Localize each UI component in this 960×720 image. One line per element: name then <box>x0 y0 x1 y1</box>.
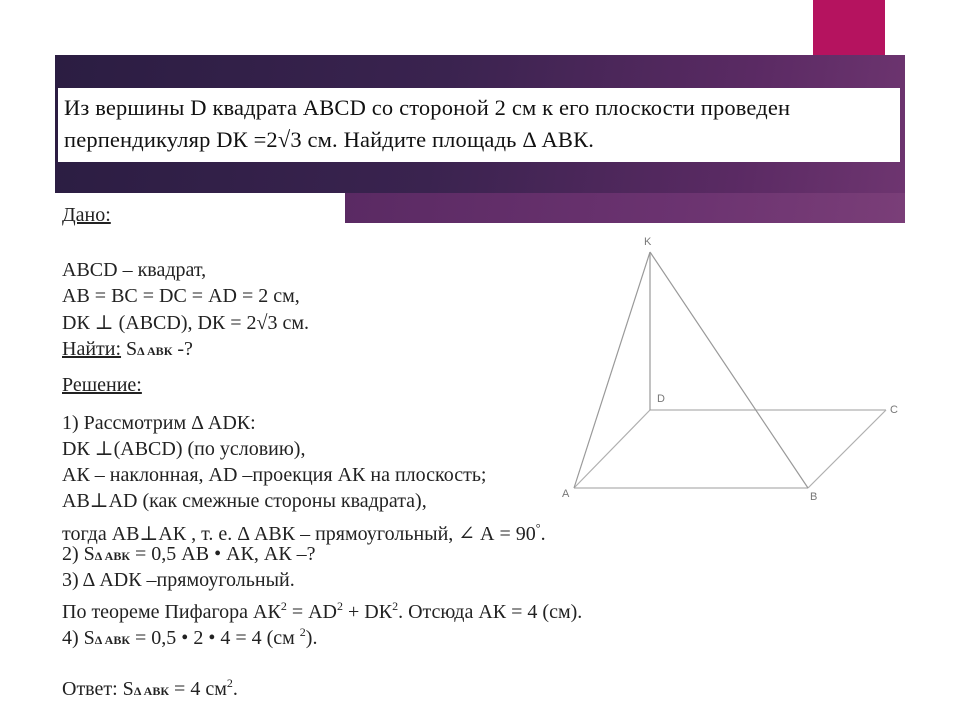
title-banner-lower <box>345 193 905 223</box>
answer-line <box>62 670 238 704</box>
s8-sup2: 2 <box>337 599 343 613</box>
given-heading: Дано: <box>62 204 111 226</box>
s5-text: тогда АВ⊥АК , т. е. Δ АВК – прямоугольный, ∠ А = 90 <box>62 523 536 545</box>
s8-d: . Отсюда АК = 4 (см). <box>398 601 583 623</box>
solution-line-7: 3) Δ АDК –прямоугольный. <box>62 569 295 591</box>
edge-A-D <box>574 410 650 488</box>
s8-c: + DК <box>343 601 393 623</box>
s9-a: 4) S <box>62 627 95 649</box>
find-tail: -? <box>172 338 193 360</box>
s9-b: = 0,5 • 2 • 4 = 4 (см <box>130 627 300 649</box>
solution-line-2: DК ⊥(АВСD) (по условию), <box>62 438 306 460</box>
solution-heading: Решение: <box>62 374 142 396</box>
s5-end: . <box>540 523 546 545</box>
task-line-1: Из вершины D квадрата ABCD со стороной 2 см к его плоскости проведен <box>64 95 791 120</box>
label-A: A <box>562 488 570 500</box>
s6-a: 2) S <box>62 543 95 565</box>
s8-b: = АD <box>286 601 337 623</box>
given-line-2: АВ = ВС = DС = АD = 2 см, <box>62 285 300 307</box>
given-line-1: АВСD – квадрат, <box>62 259 207 281</box>
label-D: D <box>657 393 665 405</box>
edge-K-B <box>650 252 808 488</box>
edge-B-C <box>808 410 886 488</box>
s5-degree: ° <box>535 521 541 535</box>
find-sub: Δ АВК <box>137 344 173 358</box>
edge-K-A <box>574 252 650 488</box>
label-B: B <box>810 491 818 503</box>
solution-line-9 <box>62 619 317 653</box>
answer-a: Ответ: S <box>62 678 134 700</box>
given-line-3: DК ⊥ (АВСD), DК = 2√3 см. <box>62 312 310 334</box>
s9-sup: 2 <box>299 625 306 639</box>
pyramid-diagram <box>540 225 920 515</box>
solution-line-1: 1) Рассмотрим Δ АDК: <box>62 412 256 434</box>
solution-line-4: АВ⊥АD (как смежные стороны квадрата), <box>62 490 427 512</box>
task-statement <box>58 88 900 162</box>
find-s: S <box>126 338 138 360</box>
s9-sub: Δ АВК <box>94 633 131 647</box>
solution-line-3: АК – наклонная, АD –проекция АК на плоскость; <box>62 464 487 486</box>
find-label: Найти: <box>62 338 122 360</box>
task-line-2: перпендикуляр DК =2√3 см. Найдите площадь Δ АВК. <box>64 127 594 152</box>
answer-sub: Δ АВК <box>133 684 170 698</box>
s8-sup1: 2 <box>280 599 287 613</box>
solution-line-6 <box>62 541 316 569</box>
label-C: C <box>890 404 898 416</box>
find-line <box>62 336 193 364</box>
pyramid-figure <box>540 225 920 515</box>
s6-b: = 0,5 АВ • АК, АК –? <box>130 543 316 565</box>
s8-sup3: 2 <box>392 599 399 613</box>
label-K: K <box>644 236 652 248</box>
s6-sub: Δ АВК <box>94 549 131 563</box>
answer-b: = 4 см <box>169 678 227 700</box>
answer-sup: 2 <box>226 676 233 690</box>
answer-c: . <box>232 678 238 700</box>
s8-a: По теореме Пифагора АК <box>62 601 281 623</box>
s9-c: ). <box>305 627 318 649</box>
